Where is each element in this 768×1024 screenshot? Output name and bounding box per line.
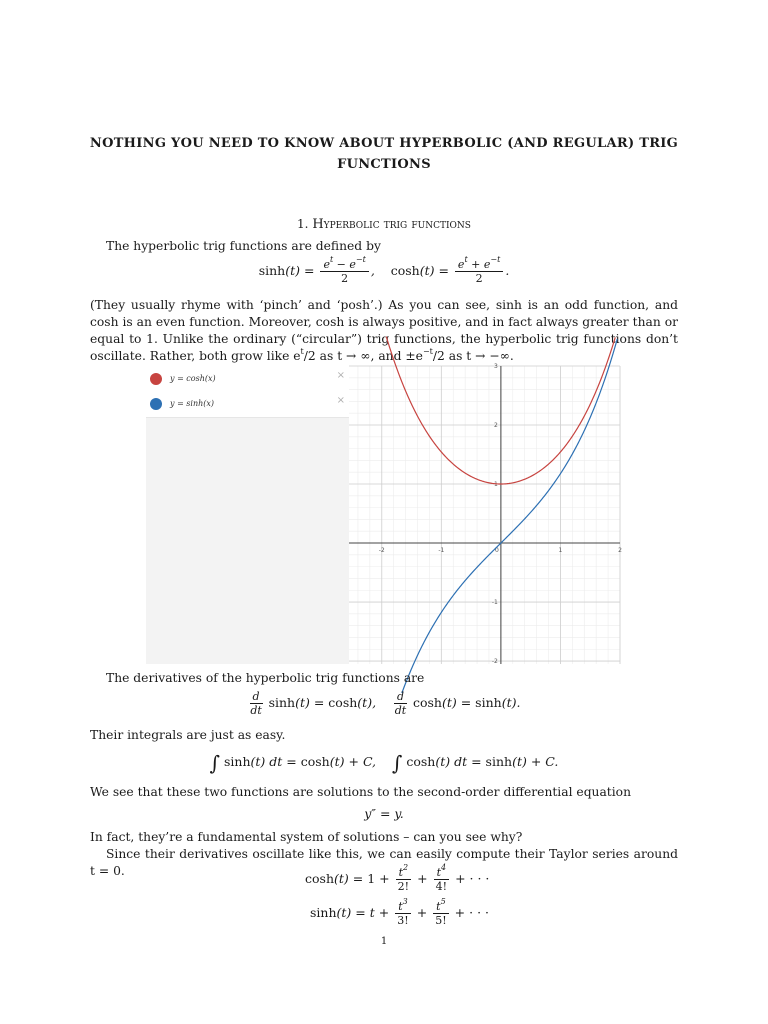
section-title: Hyperbolic trig functions bbox=[312, 217, 471, 232]
sinh-curve bbox=[402, 339, 617, 693]
taylor-paragraph: Since their derivatives oscillate like this, we can easily compute their Taylor series around t = 0. bbox=[90, 847, 678, 878]
legend-item-cosh[interactable] bbox=[146, 367, 349, 393]
fundamental-paragraph: In fact, they’re a fundamental system of solutions – can you see why? bbox=[90, 830, 523, 844]
taylor-cosh: cosh(t) = 1 + $\frac{t^2}{2!}$ + $\frac{t^4}{4!}$ + · · · bbox=[305, 863, 490, 893]
y-tick-label: 2 bbox=[494, 422, 498, 430]
major-grid bbox=[349, 366, 620, 664]
x-tick-label: -1 bbox=[438, 547, 445, 555]
legend-panel-background bbox=[146, 414, 349, 664]
y-tick-label: 3 bbox=[494, 363, 498, 370]
close-icon[interactable]: × bbox=[336, 395, 345, 406]
section-number: 1. bbox=[297, 217, 309, 231]
x-tick-label: 2 bbox=[618, 547, 622, 555]
description-text-1: (They usually rhyme with ‘pinch’ and ‘posh’.) As you can see, sinh is an odd function, and cosh is an even function. Moreover, cosh is always positive, and in fact always greater than or equal to 1. Unlike the ordinary (“circular”) trig functions, the hyperbolic trig functions don’t oscillate. Rather, both grow like e bbox=[90, 298, 678, 363]
curves bbox=[386, 337, 617, 693]
x-tick-label: 0 bbox=[494, 547, 499, 555]
description-exp-1: t bbox=[300, 347, 304, 356]
description-text-2: /2 as t → ∞, and ±e bbox=[303, 349, 423, 363]
description-text-3: /2 as t → −∞. bbox=[432, 349, 514, 363]
cosh-curve-icon[interactable] bbox=[150, 373, 162, 385]
description-exp-2: −t bbox=[422, 347, 433, 356]
ode-equation: y″ = y. bbox=[364, 806, 404, 821]
axes bbox=[349, 366, 620, 664]
close-icon[interactable]: × bbox=[336, 370, 345, 381]
description-paragraph bbox=[90, 297, 678, 365]
paper-title bbox=[60, 133, 708, 175]
title-line-2: FUNCTIONS bbox=[337, 157, 431, 172]
y-tick-label: -2 bbox=[491, 658, 498, 666]
integrals-paragraph: Their integrals are just as easy. bbox=[90, 728, 286, 742]
minor-grid bbox=[349, 366, 620, 664]
legend-item-sinh[interactable] bbox=[146, 392, 349, 418]
legend-label-sinh: y = sinh(x) bbox=[170, 399, 215, 408]
x-tick-label: 1 bbox=[558, 547, 563, 555]
title-line-1: NOTHING YOU NEED TO KNOW ABOUT HYPERBOLIC (AND REGULAR) TRIG bbox=[89, 136, 679, 151]
intro-paragraph: The hyperbolic trig functions are defined by bbox=[106, 239, 381, 253]
sinh-curve-icon[interactable] bbox=[150, 398, 162, 410]
integrals-equation: ∫ sinh(t) dt = cosh(t) + C, ∫ cosh(t) dt = sinh(t) + C. bbox=[209, 751, 559, 775]
hyperbolic-functions-plot[interactable] bbox=[349, 363, 622, 666]
ode-paragraph: We see that these two functions are solutions to the second-order differential equation bbox=[90, 785, 632, 799]
y-tick-label: 1 bbox=[494, 481, 498, 489]
y-tick-label: -1 bbox=[491, 599, 498, 607]
x-tick-label: -2 bbox=[378, 547, 385, 555]
page-number: 1 bbox=[380, 936, 388, 947]
derivatives-paragraph: The derivatives of the hyperbolic trig functions are bbox=[106, 671, 425, 685]
definition-equation: sinh(t) = $\frac{e^t - e^{-t}}{2}$ , cosh(t) = $\frac{e^t + e^{-t}}{2}$ . bbox=[258, 255, 510, 285]
derivatives-equation: $\frac{d}{dt}$ sinh(t) = cosh(t), $\frac{d}{dt}$ cosh(t) = sinh(t). bbox=[250, 690, 521, 717]
legend-label-cosh: y = cosh(x) bbox=[170, 374, 216, 383]
section-heading bbox=[0, 217, 768, 232]
taylor-sinh: sinh(t) = t + $\frac{t^3}{3!}$ + $\frac{t^5}{5!}$ + · · · bbox=[310, 897, 489, 927]
